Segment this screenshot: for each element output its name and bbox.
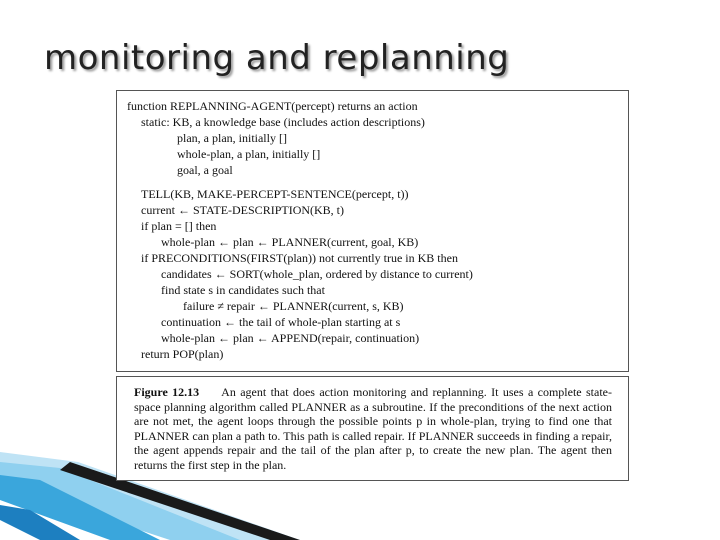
algo-line: TELL(KB, MAKE-PERCEPT-SENTENCE(percept, t))	[141, 187, 409, 201]
algo-line: return POP(plan)	[141, 347, 224, 361]
algo-line: candidates ← SORT(whole_plan, ordered by distance to current)	[161, 267, 473, 281]
algo-line: function REPLANNING-AGENT(percept) returns an action	[127, 99, 418, 113]
algo-line: goal, a goal	[177, 163, 233, 177]
algo-line: whole-plan ← plan ← APPEND(repair, continuation)	[161, 331, 420, 345]
algo-line: whole-plan, a plan, initially []	[177, 147, 321, 161]
algorithm-box	[116, 90, 629, 372]
figure-caption-box	[116, 376, 629, 481]
algo-line: if PRECONDITIONS(FIRST(plan)) not currently true in KB then	[141, 251, 458, 265]
slide-title: monitoring and replanning	[44, 38, 510, 78]
algo-line: continuation ← the tail of whole-plan starting at s	[161, 315, 401, 329]
caption-text: An agent that does action monitoring and replanning. It uses a complete state-space planning algorithm called PLANNER as a subroutine. If the preconditions of the next action are not met, the agent loops through the possible points p in whole-plan, trying to find one that PLANNER can plan a path to. This path is called repair. If PLANNER succeeds in finding a repair, the agent appends repair and the tail of the plan after p, to create the new plan. The agent then returns the first step in the plan.	[134, 385, 612, 472]
algo-line: plan, a plan, initially []	[177, 131, 287, 145]
figure-caption	[134, 385, 612, 473]
figure-label: Figure 12.13	[134, 385, 200, 399]
algo-line: find state s in candidates such that	[161, 283, 325, 297]
algo-line: if plan = [] then	[141, 219, 217, 233]
algo-line: failure ≠ repair ← PLANNER(current, s, KB)	[183, 299, 404, 313]
algo-line: current ← STATE-DESCRIPTION(KB, t)	[141, 203, 345, 217]
algo-line: static: KB, a knowledge base (includes action descriptions)	[141, 115, 425, 129]
algo-line: whole-plan ← plan ← PLANNER(current, goal, KB)	[161, 235, 419, 249]
